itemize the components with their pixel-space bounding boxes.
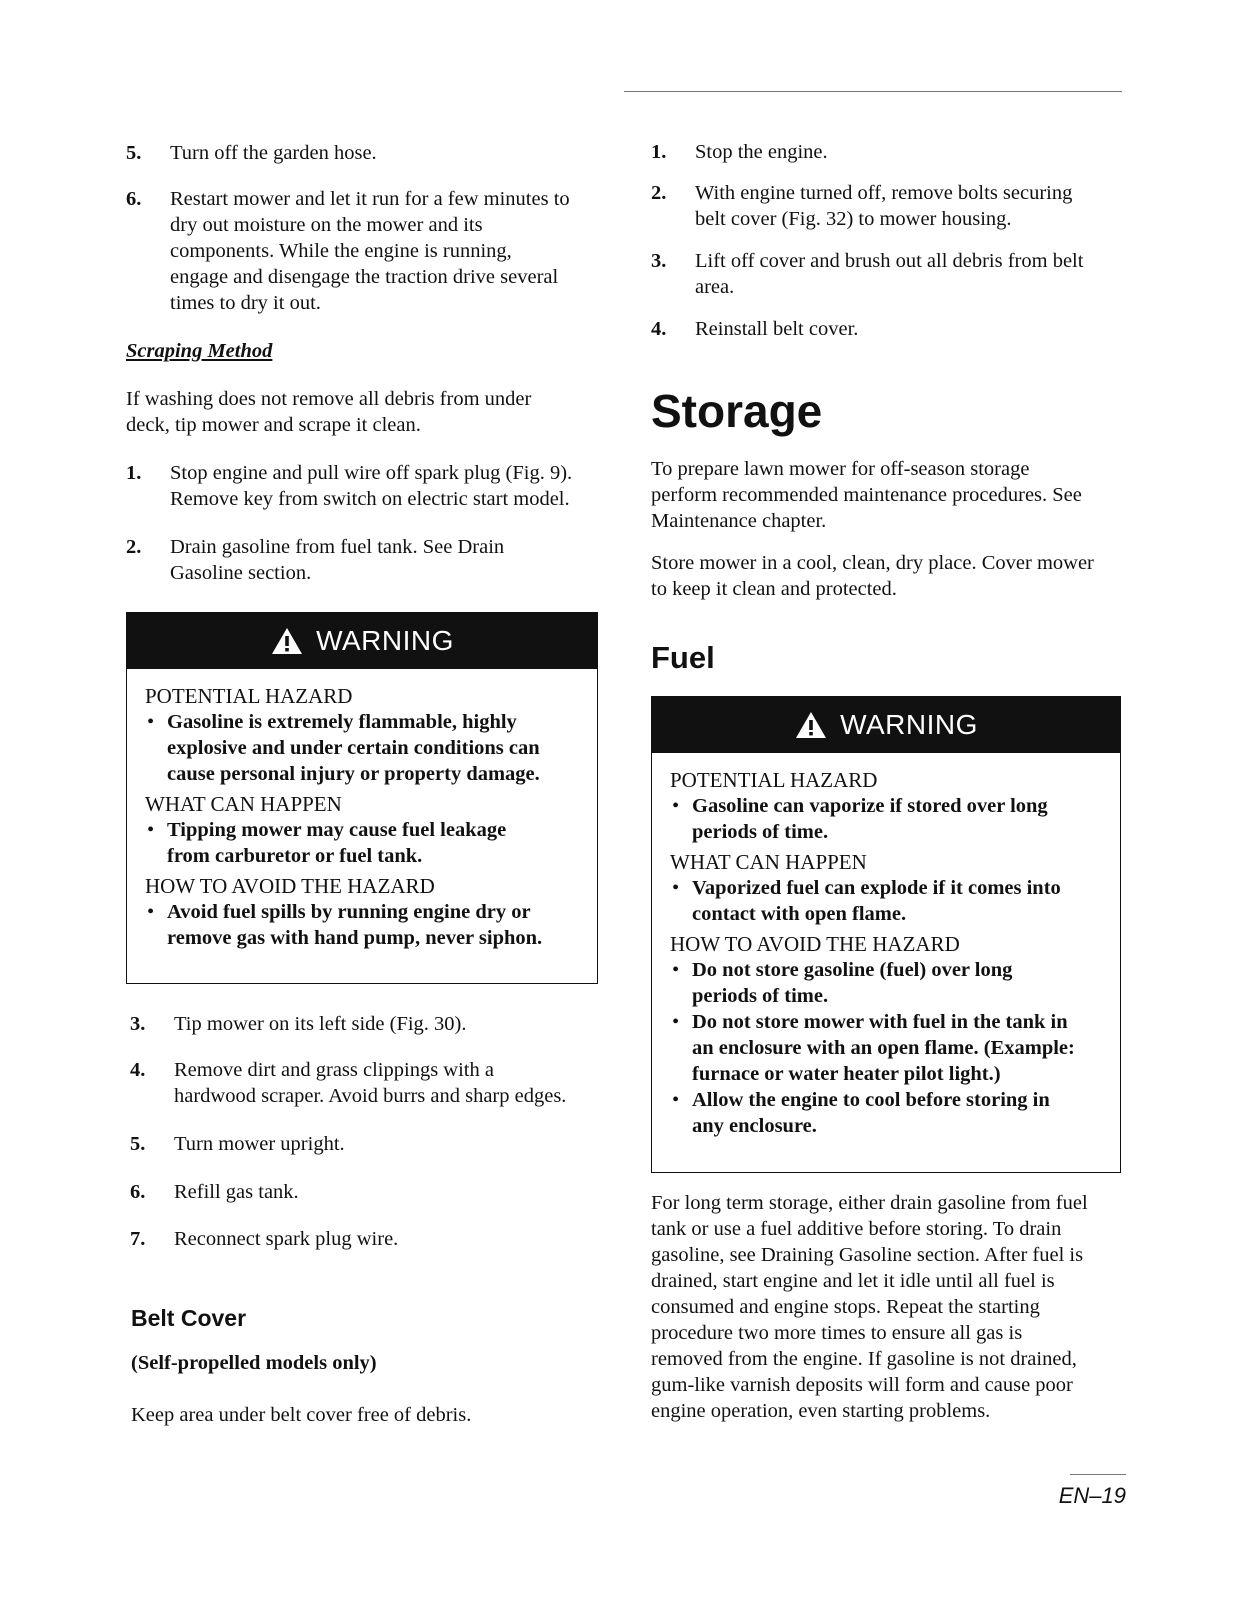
- fuel-paragraph: For long term storage, either drain gasoline from fuel tank or use a fuel additive before storing. To drain gasoline, see Draining Gasoline section. After fuel is drained, start engine and let it idle until all fuel is consumed and engine stops. Repeat the starting procedure two more times to ensure all gas is removed from the engine. If gasoline is not drained, gum-like varnish deposits will form and cause poor engine operation, even starting problems.: [651, 1192, 1088, 1422]
- warning-banner: [652, 697, 1120, 753]
- bullet-dot: •: [672, 1089, 680, 1111]
- avoid-bullet: [670, 1087, 1102, 1139]
- step-text: Turn mower upright.: [174, 1133, 345, 1155]
- step-number: 5.: [126, 142, 142, 164]
- belt-cover-subheading: (Self-propelled models only): [131, 1352, 377, 1374]
- step-number: 5.: [130, 1133, 146, 1155]
- step-text: With engine turned off, remove bolts securing belt cover (Fig. 32) to mower housing.: [695, 182, 1073, 230]
- step-number: 2.: [126, 536, 142, 558]
- list-item: [651, 316, 858, 342]
- hazard-bullet: [145, 709, 579, 787]
- list-item: [130, 1011, 467, 1037]
- step-number: 4.: [651, 318, 667, 340]
- happen-bullet: [670, 875, 1102, 927]
- step-number: 3.: [651, 250, 667, 272]
- list-item: [130, 1057, 566, 1109]
- list-item: [130, 1226, 398, 1252]
- bullet-text: Gasoline can vaporize if stored over long periods of time.: [692, 795, 1048, 843]
- step-text: Drain gasoline from fuel tank. See Drain Gasoline section.: [170, 536, 505, 584]
- step-text: Remove dirt and grass clippings with a hardwood scraper. Avoid burrs and sharp edges.: [174, 1059, 567, 1107]
- step-text: Reinstall belt cover.: [695, 318, 859, 340]
- bullet-dot: •: [672, 877, 680, 899]
- warning-banner: [127, 613, 597, 669]
- avoid-bullet: [670, 957, 1102, 1009]
- what-can-happen-heading: WHAT CAN HAPPEN: [145, 792, 342, 816]
- warning-triangle-icon: [794, 710, 828, 740]
- warning-title: WARNING: [840, 709, 978, 740]
- list-item: [130, 1131, 345, 1157]
- step-number: 2.: [651, 182, 667, 204]
- header-rule: [624, 91, 1122, 92]
- footer-rule: [1070, 1474, 1126, 1475]
- warning-body: [652, 753, 1120, 1149]
- scraping-method-heading: Scraping Method: [126, 340, 273, 362]
- how-to-avoid-heading: HOW TO AVOID THE HAZARD: [670, 932, 960, 956]
- belt-cover-heading: Belt Cover: [131, 1305, 247, 1331]
- hazard-bullet: [670, 793, 1102, 845]
- happen-bullet: [145, 817, 579, 869]
- warning-body: [127, 669, 597, 961]
- step-text: Stop the engine.: [695, 141, 828, 163]
- potential-hazard-heading: POTENTIAL HAZARD: [670, 768, 878, 792]
- bullet-text: Vaporized fuel can explode if it comes into contact with open flame.: [692, 877, 1061, 925]
- bullet-text: Gasoline is extremely flammable, highly explosive and under certain conditions can cause personal injury or property damage.: [167, 711, 540, 785]
- bullet-text: Do not store gasoline (fuel) over long periods of time.: [692, 959, 1013, 1007]
- bullet-text: Tipping mower may cause fuel leakage from carburetor or fuel tank.: [167, 819, 507, 867]
- storage-paragraph-1: To prepare lawn mower for off-season storage perform recommended maintenance procedures. See Maintenance chapter.: [651, 458, 1082, 532]
- belt-cover-text: Keep area under belt cover free of debris.: [131, 1404, 472, 1426]
- step-text: Tip mower on its left side (Fig. 30).: [174, 1013, 467, 1035]
- list-item: [651, 180, 1072, 232]
- storage-paragraph-2: Store mower in a cool, clean, dry place. Cover mower to keep it clean and protected.: [651, 552, 1094, 600]
- step-text: Lift off cover and brush out all debris from belt area.: [695, 250, 1084, 298]
- avoid-bullet: [145, 899, 579, 951]
- step-number: 6.: [130, 1181, 146, 1203]
- step-number: 1.: [126, 462, 142, 484]
- step-number: 4.: [130, 1059, 146, 1081]
- how-to-avoid-heading: HOW TO AVOID THE HAZARD: [145, 874, 435, 898]
- list-item: [126, 460, 572, 512]
- list-item: [651, 248, 1083, 300]
- step-number: 3.: [130, 1013, 146, 1035]
- list-item: [126, 534, 504, 586]
- bullet-dot: •: [672, 795, 680, 817]
- bullet-dot: •: [147, 819, 155, 841]
- step-text: Restart mower and let it run for a few minutes to dry out moisture on the mower and its components. While the engine is running, engage and disengage the traction drive several times to dry it out.: [170, 188, 570, 314]
- page-number: EN–19: [1058, 1483, 1126, 1508]
- list-item: [126, 186, 570, 316]
- list-item: [651, 139, 828, 165]
- bullet-dot: •: [672, 959, 680, 981]
- storage-heading: Storage: [651, 385, 823, 437]
- bullet-text: Allow the engine to cool before storing in any enclosure.: [692, 1089, 1050, 1137]
- step-number: 6.: [126, 188, 142, 210]
- step-text: Stop engine and pull wire off spark plug (Fig. 9). Remove key from switch on electric start model.: [170, 462, 573, 510]
- warning-triangle-icon: [270, 626, 304, 656]
- bullet-text: Avoid fuel spills by running engine dry or remove gas with hand pump, never siphon.: [167, 901, 543, 949]
- warning-box: [126, 612, 598, 984]
- step-text: Refill gas tank.: [174, 1181, 299, 1203]
- fuel-heading: Fuel: [651, 640, 715, 675]
- bullet-dot: •: [147, 711, 155, 733]
- step-text: Turn off the garden hose.: [170, 142, 377, 164]
- potential-hazard-heading: POTENTIAL HAZARD: [145, 684, 353, 708]
- list-item: [126, 140, 377, 166]
- step-number: 1.: [651, 141, 667, 163]
- list-item: [130, 1179, 299, 1205]
- avoid-bullet: [670, 1009, 1102, 1087]
- step-number: 7.: [130, 1228, 146, 1250]
- bullet-dot: •: [672, 1011, 680, 1033]
- bullet-text: Do not store mower with fuel in the tank in an enclosure with an open flame. (Example: furnace or water heater pilot light.): [692, 1011, 1075, 1085]
- what-can-happen-heading: WHAT CAN HAPPEN: [670, 850, 867, 874]
- warning-box: [651, 696, 1121, 1173]
- warning-title: WARNING: [316, 625, 454, 656]
- bullet-dot: •: [147, 901, 155, 923]
- scraping-intro: If washing does not remove all debris from under deck, tip mower and scrape it clean.: [126, 388, 532, 436]
- step-text: Reconnect spark plug wire.: [174, 1228, 399, 1250]
